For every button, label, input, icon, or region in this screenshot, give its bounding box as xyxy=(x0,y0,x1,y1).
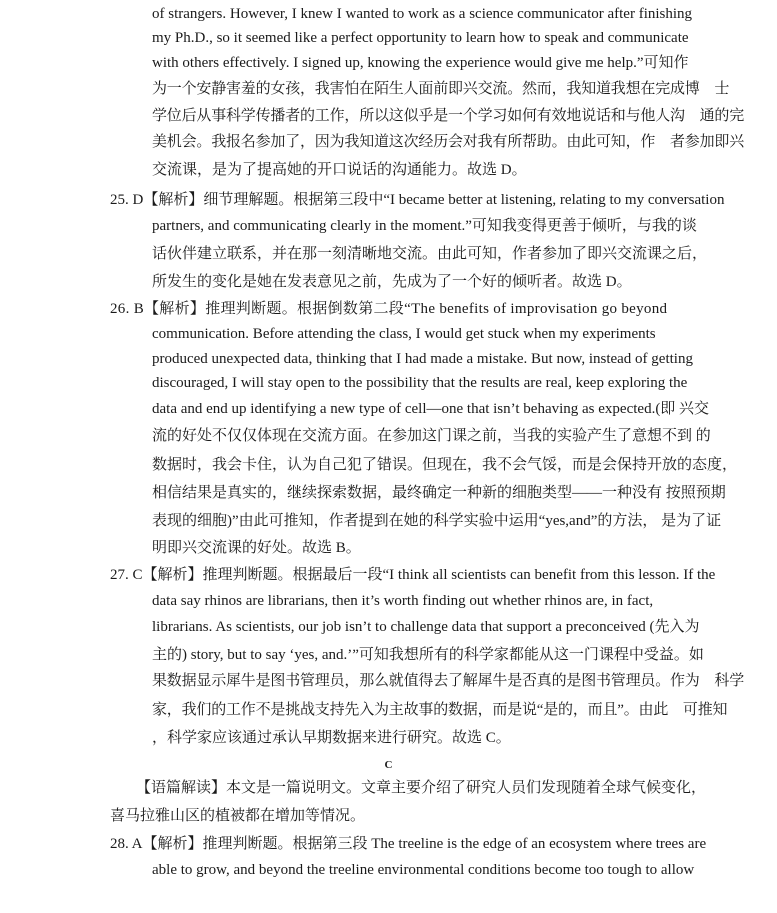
text-line: 主的) story, but to say ‘yes, and.’”可知我想所有的科学家都能从这一门课程中受益。如 xyxy=(152,647,704,663)
text-line: produced unexpected data, thinking that I had made a mistake. But now, instead of getting xyxy=(152,351,693,367)
text-line: 流的好处不仅仅体现在交流方面。在参加这门课之前，当我的实验产生了意想不到 的 xyxy=(152,428,711,444)
text-line: 果数据显示犀牛是图书管理员，那么就值得去了解犀牛是否真的是图书管理员。作为 科学 xyxy=(152,673,745,689)
text-line: ，科学家应该通过承认早期数据来进行研究。故选 C。 xyxy=(152,730,511,746)
text-line: 明即兴交流课的好处。故选 B。 xyxy=(152,540,361,556)
text-line: librarians. As scientists, our job isn’t to challenge data that support a preconceived (先入为 xyxy=(152,619,700,635)
text-line: 美机会。我报名参加了，因为我知道这次经历会对我有所帮助。由此可知，作 者参加即兴 xyxy=(152,134,745,150)
passage-overview-continued: 喜马拉雅山区的植被都在增加等情况。 xyxy=(110,808,366,824)
answer-28-line: 28. A【解析】推理判断题。根据第三段 The treeline is the edge of an ecosystem where trees are xyxy=(110,836,707,852)
text-line: communication. Before attending the class, I would get stuck when my experiments xyxy=(152,326,656,342)
text-line: 学位后从事科学传播者的工作，所以这似乎是一个学习如何有效地说话和与他人沟 通的完 xyxy=(152,108,745,124)
text-line: 交流课，是为了提高她的开口说话的沟通能力。故选 D。 xyxy=(152,162,527,178)
text-line: 表现的细胞)”由此可推知，作者提到在她的科学实验中运用“yes,and”的方法， 是为了证 xyxy=(152,513,722,529)
text-line: data say rhinos are librarians, then it’s worth finding out whether rhinos are, in fact, xyxy=(152,593,654,609)
text-line: 相信结果是真实的，继续探索数据，最终确定一种新的细胞类型——一种没有 按照预期 xyxy=(152,485,726,501)
answer-27-line: 27. C【解析】推理判断题。根据最后一段“I think all scientists can benefit from this lesson. If the xyxy=(110,567,716,583)
text-line: 数据时，我会卡住，认为自己犯了错误。但现在，我不会气馁，而是会保持开放的态度， xyxy=(152,457,738,473)
passage-overview: 【语篇解读】本文是一篇说明文。文章主要介绍了研究人员们发现随着全球气候变化， xyxy=(136,780,707,796)
text-line: 所发生的变化是她在发表意见之前，先成为了一个好的倾听者。故选 D。 xyxy=(152,274,632,290)
section-heading: C xyxy=(384,759,393,771)
text-line: my Ph.D., so it seemed like a perfect opportunity to learn how to speak and communicate xyxy=(152,30,689,46)
text-line: with others effectively. I signed up, knowing the experience would give me help.”可知作 xyxy=(152,55,689,71)
text-line: of strangers. However, I knew I wanted to work as a science communicator after finishing xyxy=(152,6,693,22)
text-line: 为一个安静害羞的女孩，我害怕在陌生人面前即兴交流。然而，我知道我想在完成博 士 xyxy=(152,81,730,97)
answer-25-line: 25. D【解析】细节理解题。根据第三段中“I became better at listening, relating to my conversation xyxy=(110,192,725,208)
text-line: 话伙伴建立联系，并在那一刻清晰地交流。由此可知，作者参加了即兴交流课之后， xyxy=(152,246,708,262)
text-line: data and end up identifying a new type of cell—one that isn’t behaving as expected.(即 兴交 xyxy=(152,401,710,417)
text-line: discouraged, I will stay open to the possibility that the results are real, keep exploring the xyxy=(152,375,688,391)
text-line: able to grow, and beyond the treeline environmental conditions become too tough to allow xyxy=(152,862,695,878)
text-line: partners, and communicating clearly in the moment.”可知我变得更善于倾听，与我的谈 xyxy=(152,218,697,234)
text-line: 家，我们的工作不是挑战支持先入为主故事的数据，而是说“是的，而且”。由此 可推知 xyxy=(152,702,728,718)
answer-26-line: 26. B【解析】推理判断题。根据倒数第二段“The benefits of improvisation go beyond xyxy=(110,301,668,317)
